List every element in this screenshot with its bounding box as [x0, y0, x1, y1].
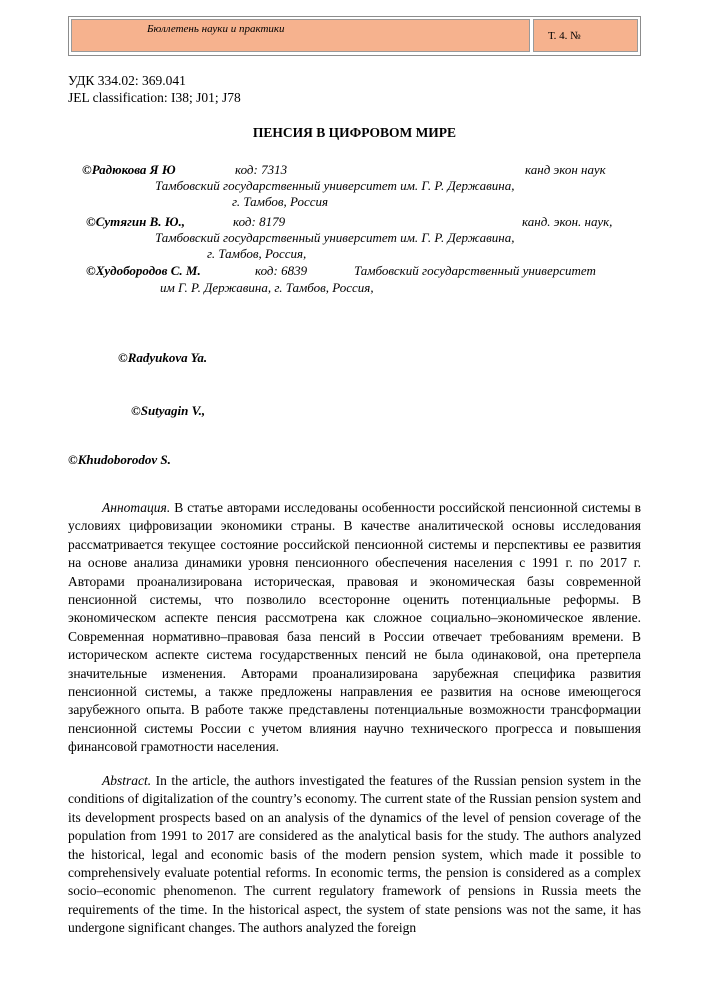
author-code: код: 8179 — [233, 214, 286, 229]
author-name-en: ©Radyukova Ya. — [118, 350, 208, 365]
article-title: ПЕНСИЯ В ЦИФРОВОМ МИРЕ — [252, 125, 457, 140]
journal-name: Бюллетень науки и практики — [147, 23, 285, 35]
journal-header — [68, 16, 641, 56]
classification-block — [68, 72, 241, 106]
author-affiliation: Тамбовский государственный университет — [354, 263, 596, 278]
author-name-en: ©Sutyagin V., — [131, 403, 206, 418]
header-volume-cell — [533, 19, 638, 52]
abstract-paragraph — [68, 772, 641, 938]
header-journal-cell — [71, 19, 530, 52]
author-code: код: 6839 — [255, 263, 308, 278]
author-code: код: 7313 — [235, 162, 288, 177]
author-degree: канд экон наук — [525, 162, 606, 177]
author-city: г. Тамбов, Россия, — [207, 246, 307, 261]
annotation-text: В статье авторами исследованы особенности российской пенсионной системы в условиях цифровизации экономики страны. В качестве аналитической основы исследования рассматривается текущее состояние российской пенсионной системы и перспективы ее развития на основе анализа динамики уровня пенсионного обеспечения населения с 1991 г. по 2017 г. Авторами проанализирована историческая, правовая и экономическая базы современной пенсионной системы, что позволило всесторонне оценить потенциальные реформы. В экономическом аспекте пенсия рассмотрена как сложное социально–экономическое явление. Современная нормативно–правовая база пенсий в России отвечает требованиям времени. В историческом аспекте система государственных пенсий не была одинаковой, она претерпела значительные изменения. Авторами проанализирована зарубежная специфика развития пенсионной системы, а также предложены направления ее развития на основе имеющегося зарубежного опыта. В работе также представлены потенциальные возможности трансформации пенсионной системы России с учетом влияния научно технического прогресса и повышения финансовой грамотности населения. — [68, 500, 641, 755]
author-degree: канд. экон. наук, — [522, 214, 613, 229]
author-affiliation: Тамбовский государственный университет им. Г. Р. Державина, — [155, 230, 515, 245]
jel-classification: JEL classification: I38; J01; J78 — [68, 90, 241, 105]
author-affiliation: Тамбовский государственный университет им. Г. Р. Державина, — [155, 178, 515, 193]
author-city: г. Тамбов, Россия — [232, 194, 329, 209]
udk-code: УДК 334.02: 369.041 — [68, 73, 186, 88]
author-affiliation-continued: им Г. Р. Державина, г. Тамбов, Россия, — [160, 280, 374, 295]
abstract-label: Abstract. — [102, 773, 152, 788]
author-name: ©Сутягин В. Ю., — [86, 214, 186, 229]
author-name: ©Радюкова Я Ю — [82, 162, 176, 177]
annotation-label: Аннотация. — [102, 500, 171, 515]
author-name-en: ©Khudoborodov S. — [68, 452, 171, 467]
author-name: ©Худобородов С. М. — [86, 263, 201, 278]
annotation-paragraph — [68, 499, 641, 757]
abstract-text: In the article, the authors investigated the features of the Russian pension system in the conditions of digitalization of the country’s economy. The current state of the Russian pension system and its development prospects based on an analysis of the dynamics of the level of pension coverage of the population from 1991 to 2017 are considered as the analytical basis for the study. The authors analyzed the historical, legal and economic basis of the modern pension system, which made it possible to comprehensively evaluate potential reforms. In economic terms, the pension is considered as a complex socio–economic phenomenon. The current regulatory framework of pensions in Russia meets the requirements of the time. In the historical aspect, the system of state pensions was not the same, it has undergone significant changes. The authors analyzed the foreign — [68, 773, 641, 936]
journal-volume: Т. 4. № — [548, 30, 581, 42]
